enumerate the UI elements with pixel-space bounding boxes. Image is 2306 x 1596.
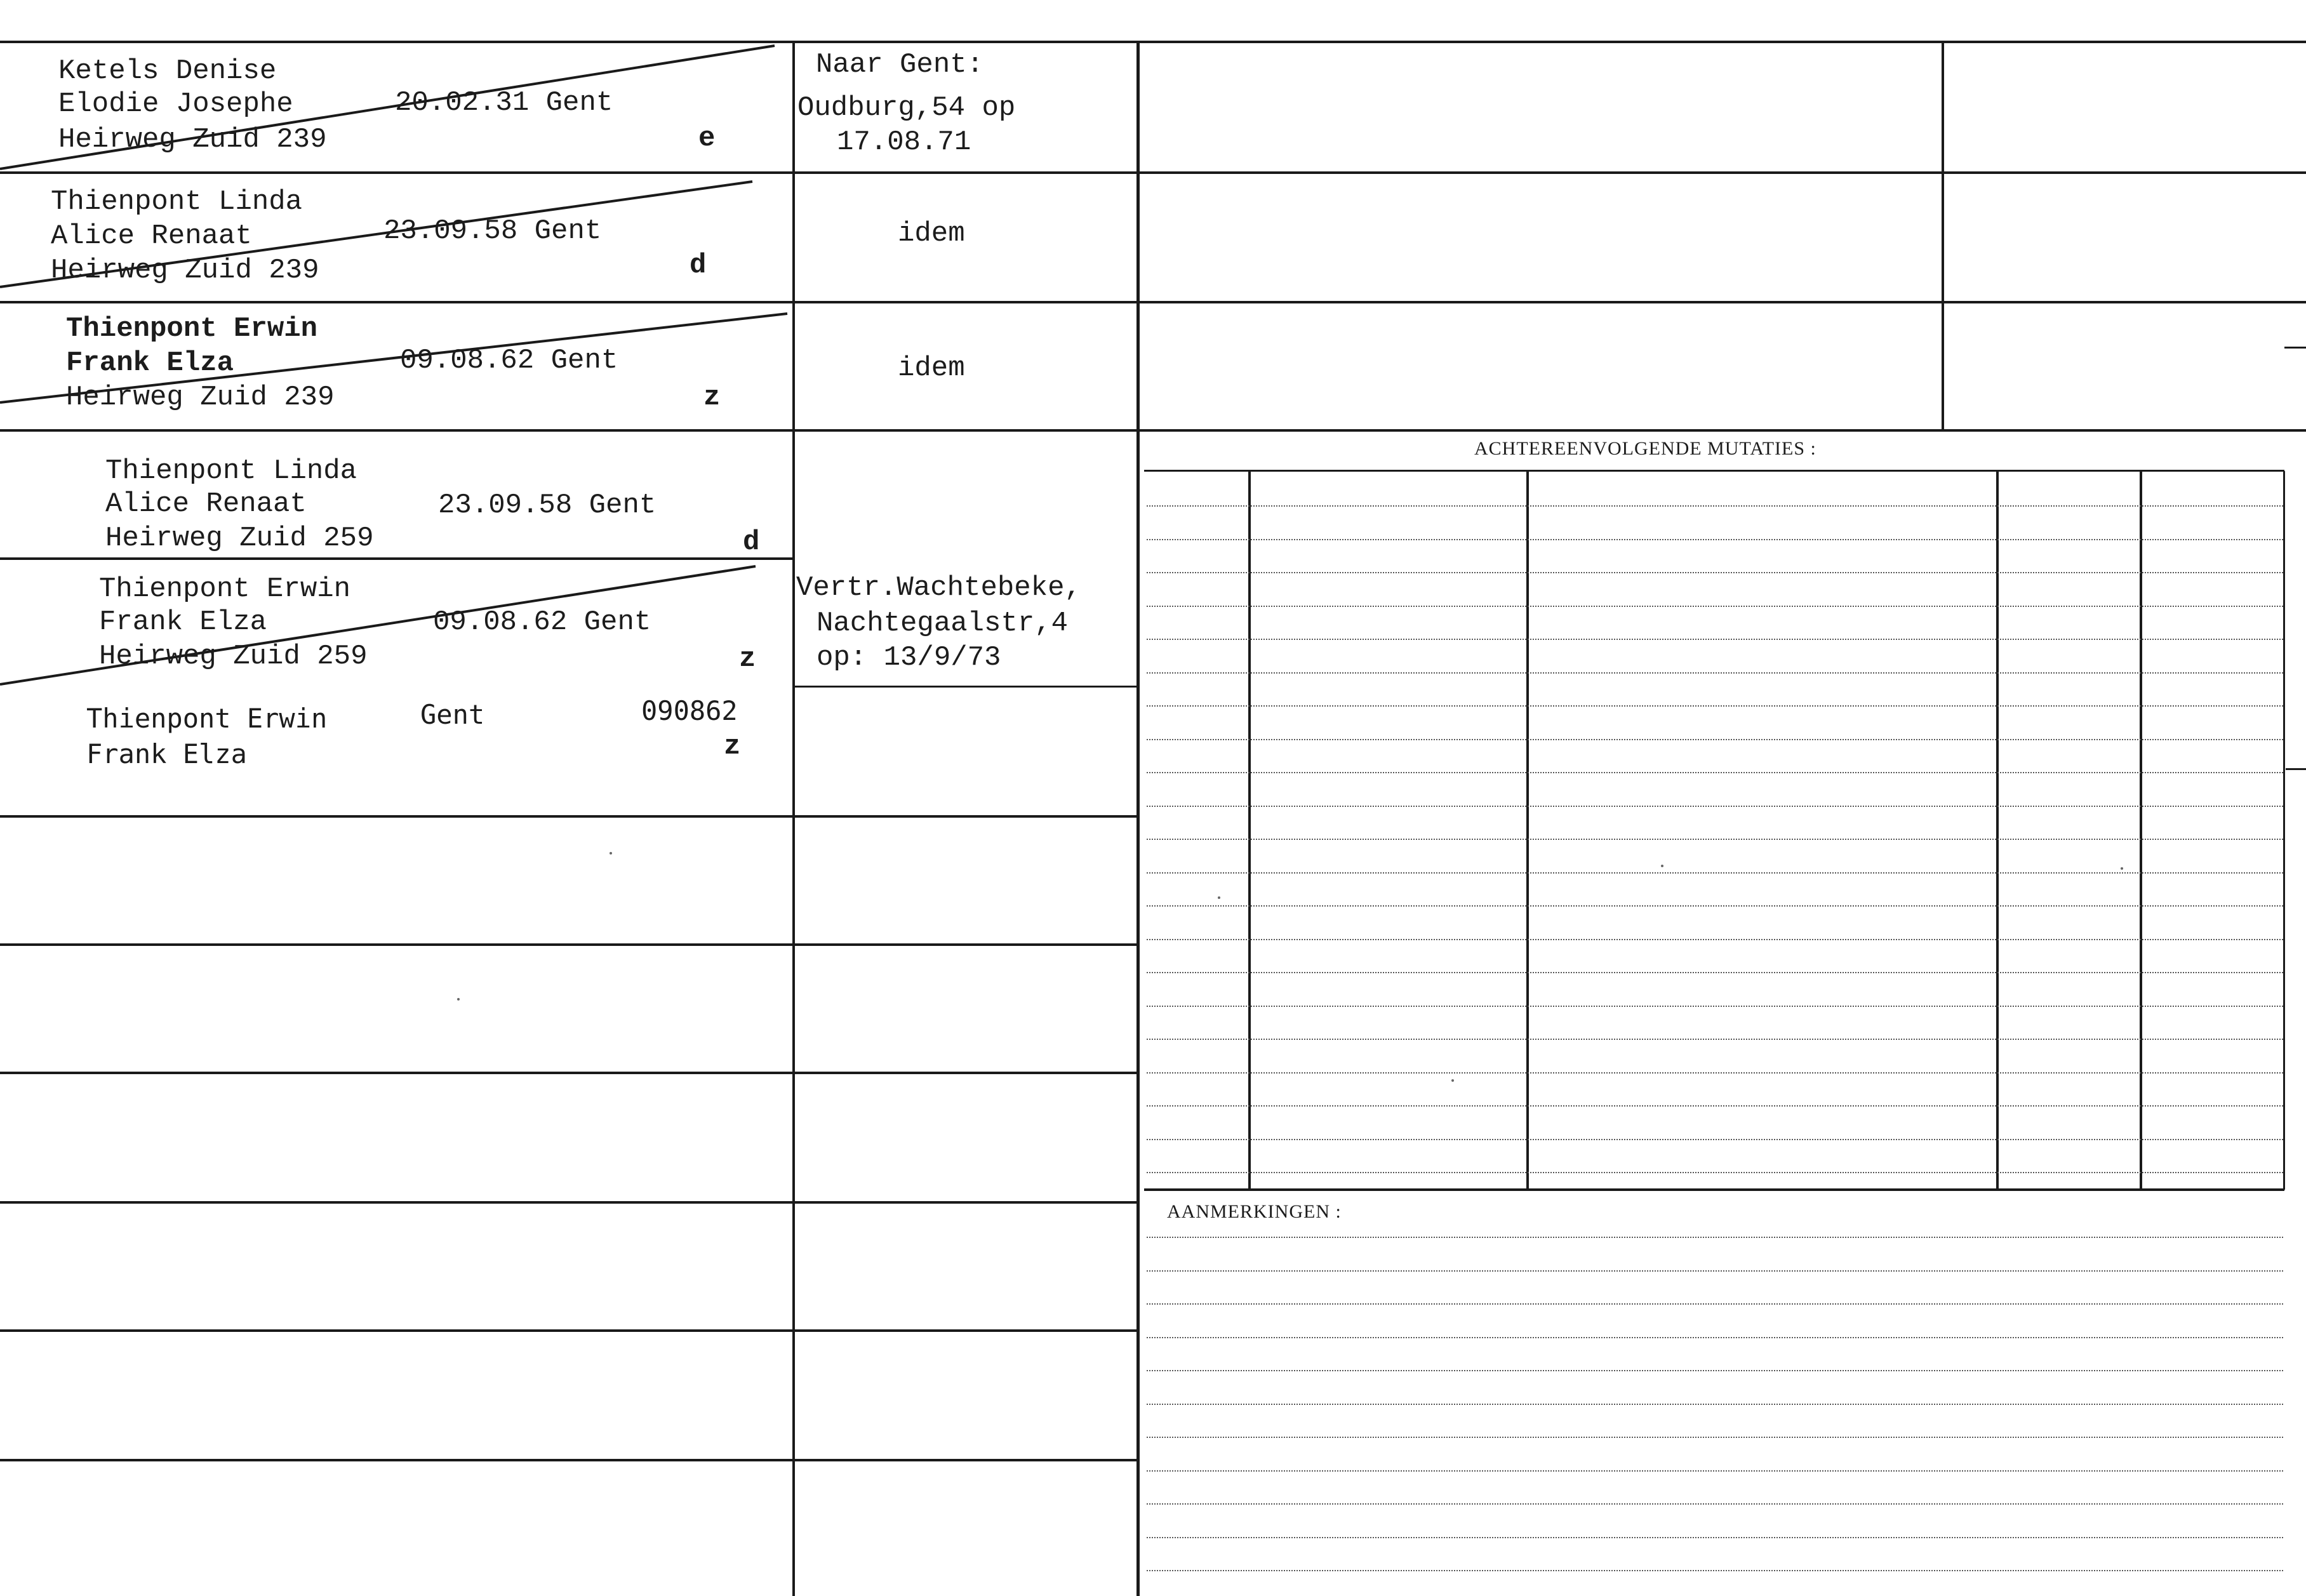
row3-code: z: [703, 382, 721, 413]
ruled-line: [1147, 1337, 2283, 1338]
ruled-line: [1147, 905, 2283, 907]
remarks-title: AANMERKINGEN :: [1167, 1201, 1342, 1222]
ruled-line: [1147, 1270, 2283, 1272]
ruled-line: [1147, 606, 2283, 607]
row5-date-place: 09.08.62 Gent: [433, 606, 651, 638]
row3-date-place: 09.08.62 Gent: [400, 345, 618, 376]
ruled-line: [1147, 705, 2283, 707]
ruled-line: [1147, 1537, 2283, 1538]
row2-address: Heirweg Zuid 239: [51, 255, 319, 286]
row1-note-line3: 17.08.71: [837, 126, 971, 158]
scan-speck: [2121, 867, 2123, 870]
row6-place: Gent: [420, 699, 485, 730]
ruled-line: [1147, 1570, 2283, 1571]
ruled-line: [1147, 939, 2283, 940]
ruled-line: [1147, 1404, 2283, 1405]
row3-given-names: Frank Elza: [66, 347, 234, 379]
ruled-line: [1147, 1437, 2283, 1438]
scan-speck: [1451, 1079, 1454, 1082]
ruled-line: [1147, 539, 2283, 540]
mutations-col-line: [1526, 471, 1529, 1190]
ruled-line: [1147, 572, 2283, 573]
ruled-line: [1147, 739, 2283, 740]
row4-date-place: 23.09.58 Gent: [438, 489, 656, 521]
row2-note: idem: [898, 218, 965, 249]
scan-speck: [610, 852, 612, 855]
row1-given-names: Elodie Josephe: [58, 88, 293, 120]
mutations-col-line: [2140, 471, 2142, 1190]
row5-given-names: Frank Elza: [99, 606, 267, 638]
edge-mark: [2284, 347, 2306, 349]
mutations-table-bottom: [1144, 1188, 2284, 1191]
ruled-line: [1147, 1470, 2283, 1472]
row1-date-place: 20.02.31 Gent: [395, 87, 613, 119]
mutations-col-line: [1996, 471, 1999, 1190]
row1-note-line2: Oudburg,54 op: [797, 92, 1016, 124]
mutations-col-line: [2283, 471, 2285, 1190]
ruled-line: [1147, 1039, 2283, 1040]
ruled-line: [1147, 1072, 2283, 1074]
row1-name: Ketels Denise: [58, 55, 277, 87]
row2-name: Thienpont Linda: [51, 186, 303, 218]
ruled-line: [1147, 1105, 2283, 1107]
row5-note-line3: op: 13/9/73: [816, 642, 1001, 674]
ruled-line: [1147, 1237, 2283, 1238]
row4-code: d: [743, 526, 760, 558]
ruled-line: [1147, 505, 2283, 507]
row6-name: Thienpont Erwin: [86, 703, 328, 734]
row3-note: idem: [898, 352, 965, 384]
row5-note-line2: Nachtegaalstr,4: [816, 608, 1069, 639]
row5-note-line1: Vertr.Wachtebeke,: [796, 572, 1081, 604]
row5-code: z: [739, 643, 756, 675]
ruled-line: [1147, 1303, 2283, 1305]
row4-given-names: Alice Renaat: [105, 488, 307, 520]
ruled-line: [1147, 1370, 2283, 1371]
ruled-line: [1147, 1503, 2283, 1505]
row1-note-line1: Naar Gent:: [816, 49, 984, 81]
ruled-line: [1147, 872, 2283, 874]
row4-address: Heirweg Zuid 259: [105, 522, 374, 554]
row4-name: Thienpont Linda: [105, 455, 357, 487]
ruled-line: [1147, 972, 2283, 973]
mutations-table-top: [1144, 470, 2284, 472]
row3-name: Thienpont Erwin: [66, 313, 318, 345]
scan-speck: [457, 998, 460, 1001]
ruled-line: [1147, 772, 2283, 773]
scan-speck: [1661, 865, 1663, 867]
row2-code: d: [690, 249, 707, 281]
row2-given-names: Alice Renaat: [51, 220, 252, 252]
row1-address: Heirweg Zuid 239: [58, 124, 327, 156]
row3-address: Heirweg Zuid 239: [66, 382, 335, 413]
row5-name: Thienpont Erwin: [99, 573, 351, 605]
mutations-title: ACHTEREENVOLGENDE MUTATIES :: [1474, 438, 1816, 459]
row1-code: e: [698, 123, 716, 154]
ruled-line: [1147, 672, 2283, 674]
ruled-line: [1147, 1006, 2283, 1007]
edge-mark: [2286, 768, 2306, 770]
ruled-line: [1147, 839, 2283, 840]
row2-date-place: 23.09.58 Gent: [383, 215, 602, 247]
row6-given-names: Frank Elza: [86, 738, 247, 769]
ruled-line: [1147, 806, 2283, 807]
ruled-line: [1147, 1139, 2283, 1140]
row5-address: Heirweg Zuid 259: [99, 641, 368, 672]
row6-date: 090862: [641, 695, 738, 726]
mutations-col-line: [1248, 471, 1251, 1190]
row6-code: z: [724, 731, 741, 762]
ruled-line: [1147, 639, 2283, 640]
scan-speck: [1218, 896, 1220, 899]
ruled-line: [1147, 1172, 2283, 1173]
